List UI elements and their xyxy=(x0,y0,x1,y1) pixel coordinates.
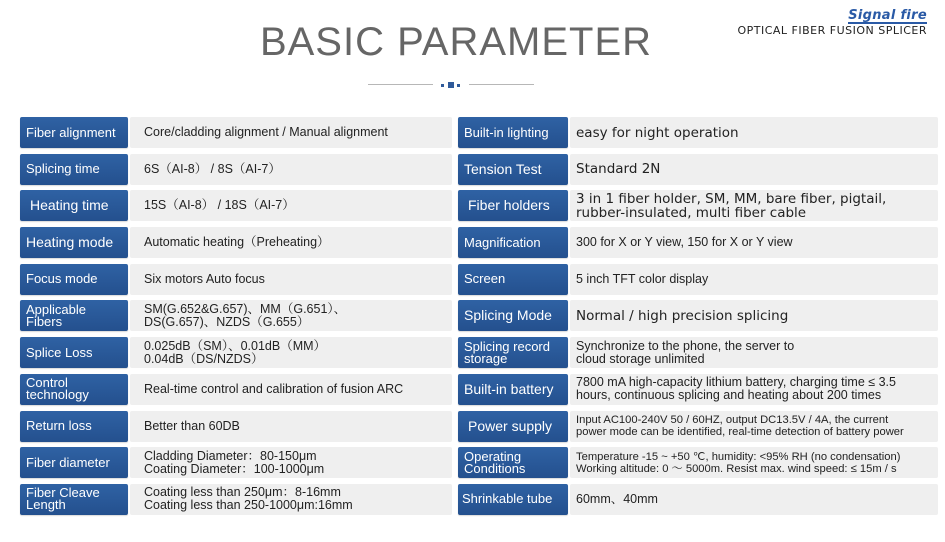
param-label: Magnification xyxy=(458,227,568,258)
param-label: Focus mode xyxy=(20,264,128,295)
param-value: Standard 2N xyxy=(570,154,938,185)
param-value: Six motors Auto focus xyxy=(130,264,452,295)
param-value: 7800 mA high-capacity lithium battery, charging time ≤ 3.5 hours, continuous splicing and heating about 200 times xyxy=(570,374,938,405)
param-value: Synchronize to the phone, the server to cloud storage unlimited xyxy=(570,337,938,368)
param-label: Fiber holders xyxy=(458,190,568,221)
param-label: Built-in lighting xyxy=(458,117,568,148)
param-label: Heating time xyxy=(20,190,128,221)
param-label: Operating Conditions xyxy=(458,447,568,478)
param-value: 6S（AI-8） / 8S（AI-7） xyxy=(130,154,452,185)
param-label: Splicing record storage xyxy=(458,337,568,368)
param-value: Real-time control and calibration of fusion ARC xyxy=(130,374,452,405)
param-label: Splicing Mode xyxy=(458,300,568,331)
param-label: Tension Test xyxy=(458,154,568,185)
param-value: 0.025dB（SM）、0.01dB（MM） 0.04dB（DS/NZDS） xyxy=(130,337,452,368)
param-label: Control technology xyxy=(20,374,128,405)
param-label: Power supply xyxy=(458,411,568,442)
page-title: BASIC PARAMETER xyxy=(259,20,653,64)
param-value: 5 inch TFT color display xyxy=(570,264,938,295)
param-value: Input AC100-240V 50 / 60HZ, output DC13.5V / 4A, the current power mode can be identified, real-time detection of battery power xyxy=(570,411,938,442)
param-label: Screen xyxy=(458,264,568,295)
brand-subtitle: OPTICAL FIBER FUSION SPLICER xyxy=(737,24,927,37)
param-value: easy for night operation xyxy=(570,117,938,148)
param-label: Shrinkable tube xyxy=(458,484,568,515)
param-value: 300 for X or Y view, 150 for X or Y view xyxy=(570,227,938,258)
param-value: Normal / high precision splicing xyxy=(570,300,938,331)
param-label: Applicable Fibers xyxy=(20,300,128,331)
param-label: Fiber Cleave Length xyxy=(20,484,128,515)
param-value: Temperature -15 ~ +50 ℃, humidity: <95% RH (no condensation) Working altitude: 0 ～ 5000m. Resist max. wind speed: ≤ 15m / s xyxy=(570,447,938,478)
param-value: Better than 60DB xyxy=(130,411,452,442)
param-label: Splicing time xyxy=(20,154,128,185)
param-label: Fiber diameter xyxy=(20,447,128,478)
param-label: Splice Loss xyxy=(20,337,128,368)
param-label: Fiber alignment xyxy=(20,117,128,148)
param-value: Coating less than 250μm：8-16mm Coating less than 250-1000μm:16mm xyxy=(130,484,452,515)
title-divider xyxy=(368,82,534,88)
param-value: 60mm、40mm xyxy=(570,484,938,515)
param-value: Automatic heating（Preheating） xyxy=(130,227,452,258)
param-value: SM(G.652&G.657)、MM（G.651）、 DS(G.657)、NZDS（G.655） xyxy=(130,300,452,331)
param-value: Core/cladding alignment / Manual alignment xyxy=(130,117,452,148)
param-label: Return loss xyxy=(20,411,128,442)
param-value: 15S（AI-8） / 18S（AI-7） xyxy=(130,190,452,221)
param-value: 3 in 1 fiber holder, SM, MM, bare fiber, pigtail, rubber-insulated, multi fiber cable xyxy=(570,190,938,221)
param-label: Heating mode xyxy=(20,227,128,258)
param-label: Built-in battery xyxy=(458,374,568,405)
param-value: Cladding Diameter：80-150μm Coating Diameter：100-1000μm xyxy=(130,447,452,478)
brand-logo: Signal fire xyxy=(848,8,927,23)
